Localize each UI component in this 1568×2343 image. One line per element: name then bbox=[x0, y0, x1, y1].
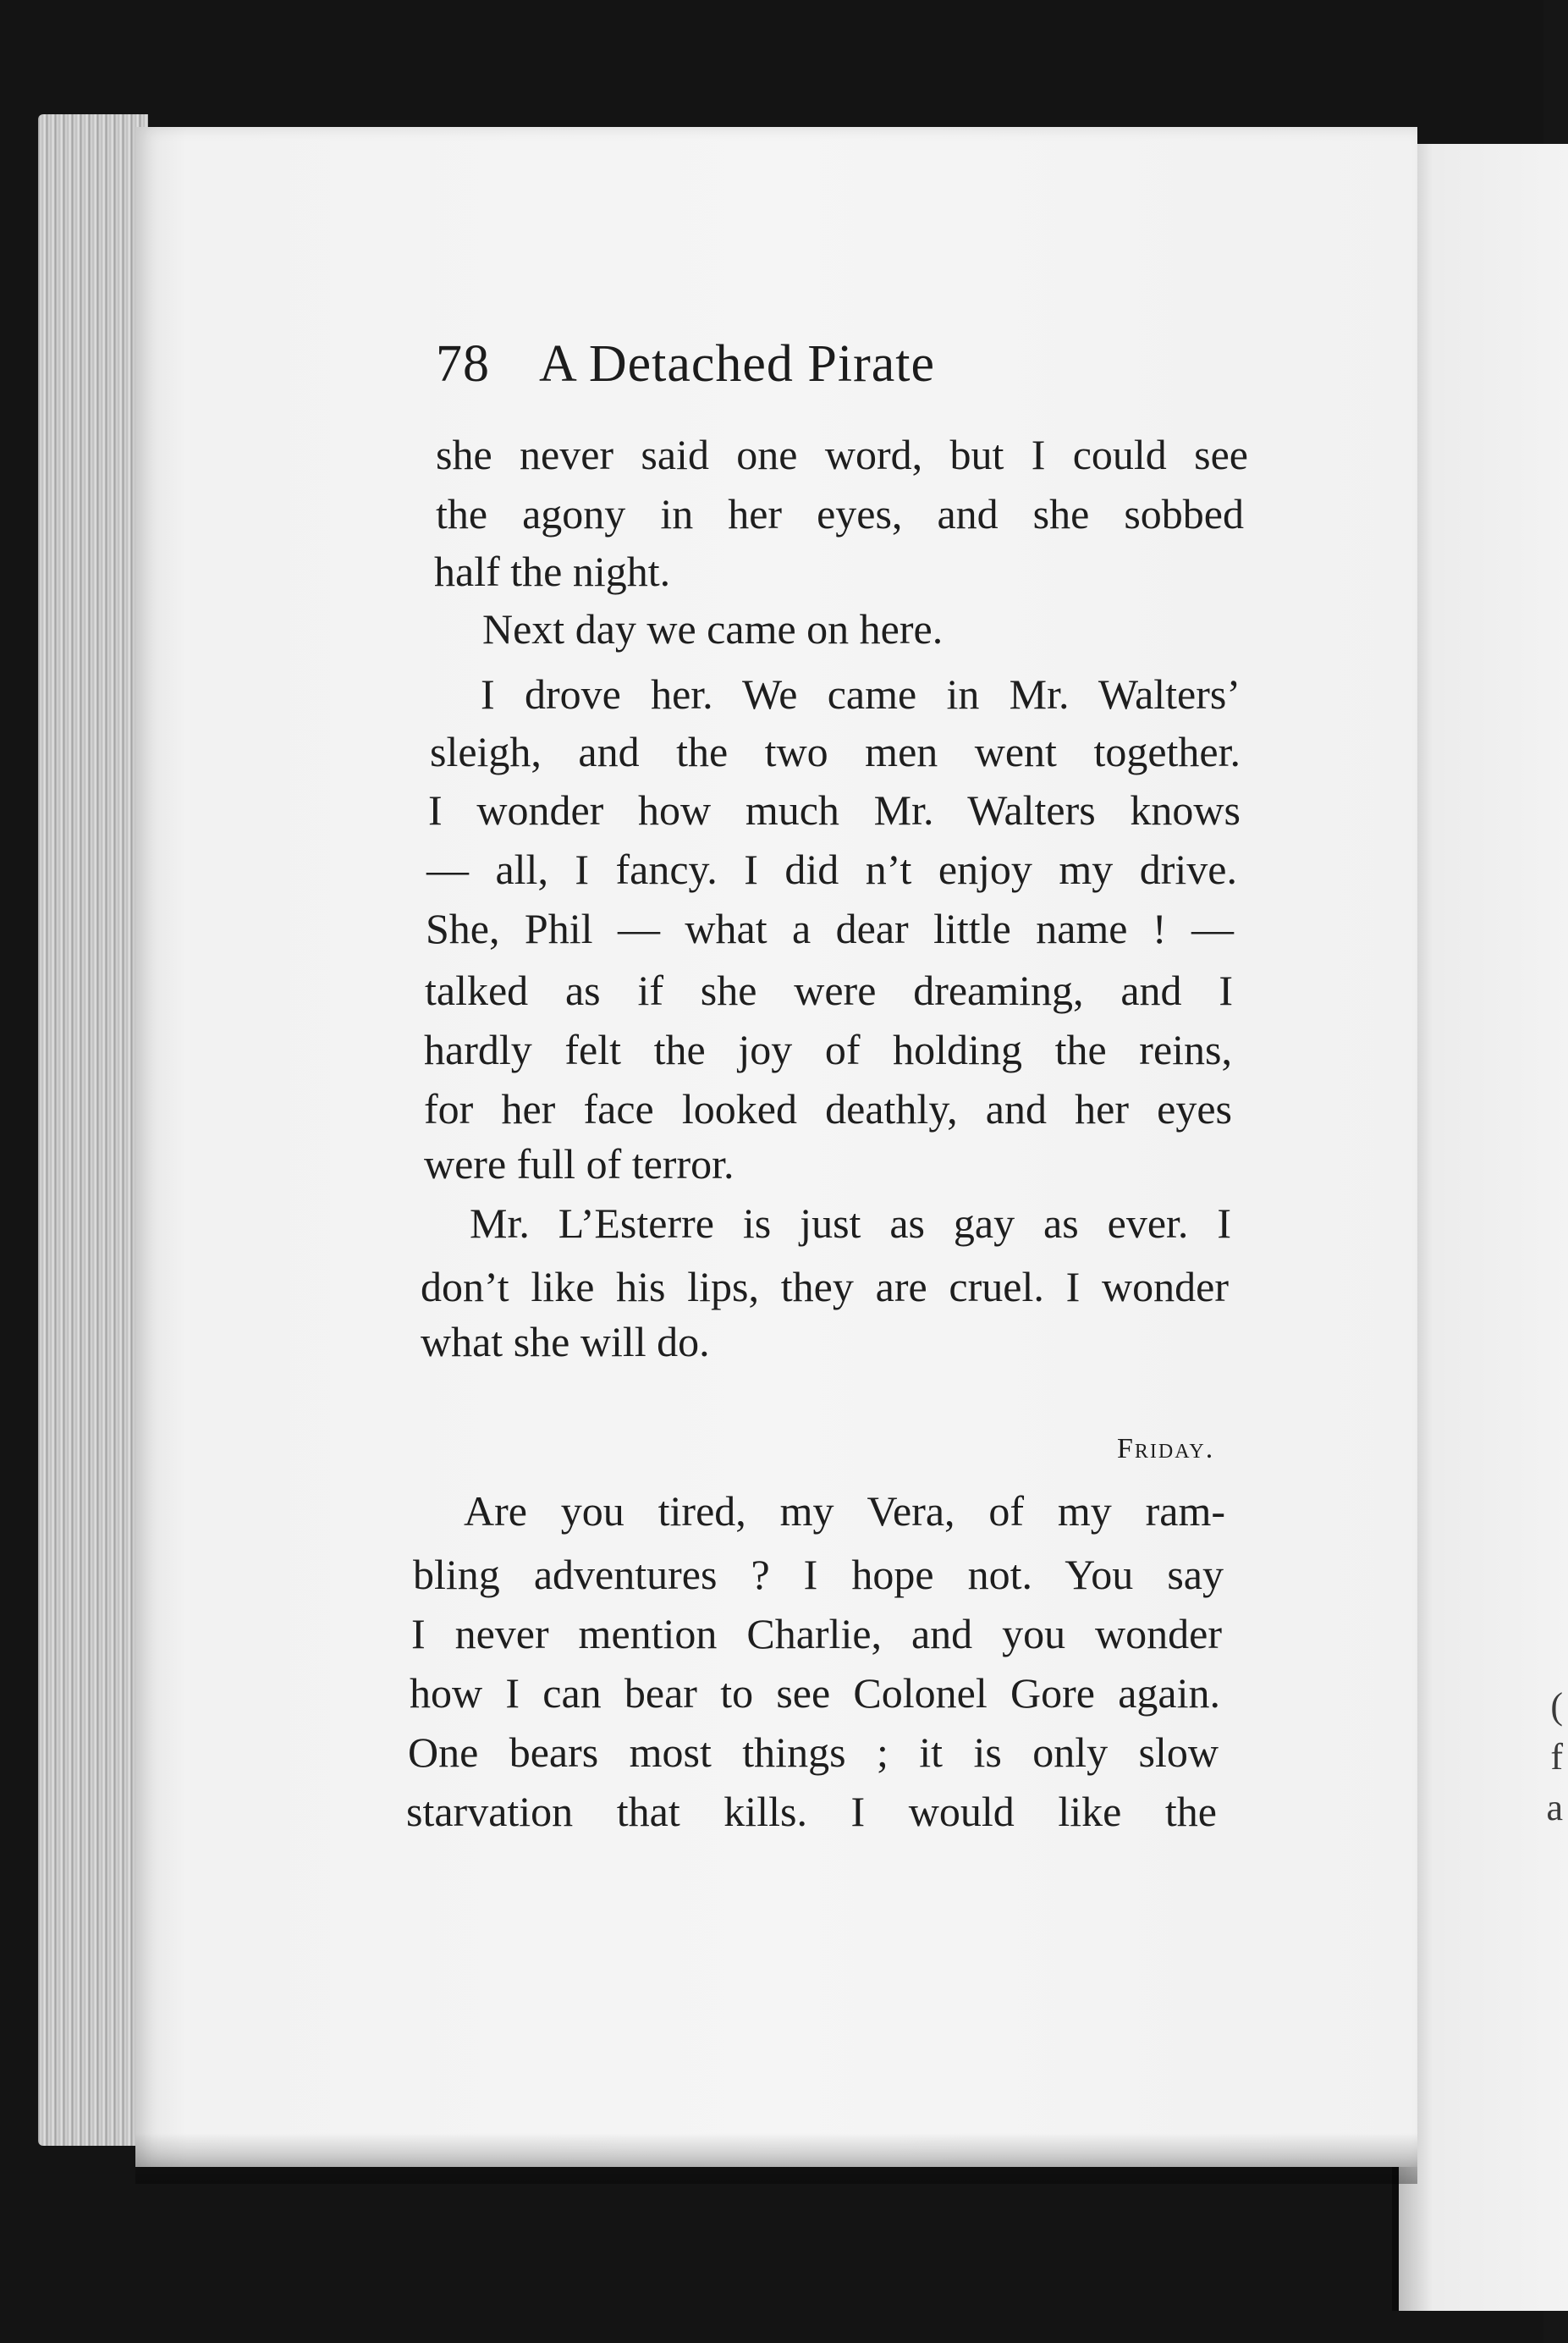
facing-page-glyph: ( bbox=[1550, 1685, 1563, 1727]
text-line: how I can bear to see Colonel Gore again. bbox=[410, 1669, 1220, 1717]
text-line: I drove her. We came in Mr. Walters’ bbox=[481, 670, 1241, 718]
running-head bbox=[436, 334, 935, 394]
facing-page-edge bbox=[1392, 144, 1568, 2311]
facing-page-glyph: f bbox=[1550, 1736, 1563, 1778]
text-line: hardly felt the joy of holding the reins, bbox=[424, 1026, 1232, 1073]
text-line: starvation that kills. I would like the bbox=[406, 1788, 1217, 1835]
text-line: half the night. bbox=[434, 548, 671, 595]
section-heading: Friday. bbox=[1117, 1433, 1215, 1464]
text-line: One bears most things ; it is only slow bbox=[408, 1728, 1219, 1776]
page-block-edge bbox=[38, 114, 148, 2146]
text-line: the agony in her eyes, and she sobbed bbox=[436, 490, 1244, 538]
text-line: Next day we came on here. bbox=[482, 605, 944, 653]
book-title: A Detached Pirate bbox=[539, 335, 936, 393]
text-line: Are you tired, my Vera, of my ram- bbox=[464, 1487, 1225, 1535]
text-line: She, Phil — what a dear little name ! — bbox=[426, 905, 1234, 952]
text-line: what she will do. bbox=[421, 1318, 710, 1365]
page-shadow bbox=[135, 2133, 1417, 2184]
text-line: sleigh, and the two men went together. bbox=[430, 728, 1241, 775]
text-line: don’t like his lips, they are cruel. I wonder bbox=[421, 1263, 1229, 1310]
text-line: she never said one word, but I could see bbox=[436, 431, 1248, 478]
text-line: talked as if she were dreaming, and I bbox=[425, 967, 1233, 1014]
page-number: 78 bbox=[436, 335, 490, 393]
text-line: I wonder how much Mr. Walters knows bbox=[428, 786, 1241, 834]
facing-page-glyph: a bbox=[1546, 1787, 1563, 1828]
text-line: I never mention Charlie, and you wonder bbox=[411, 1610, 1222, 1657]
text-line: bling adventures ? I hope not. You say bbox=[413, 1551, 1224, 1598]
text-line: were full of terror. bbox=[424, 1140, 734, 1188]
text-line: — all, I fancy. I did n’t enjoy my drive. bbox=[426, 846, 1237, 893]
text-line: for her face looked deathly, and her eyes bbox=[424, 1085, 1232, 1133]
text-line: Mr. L’Esterre is just as gay as ever. I bbox=[470, 1199, 1231, 1247]
